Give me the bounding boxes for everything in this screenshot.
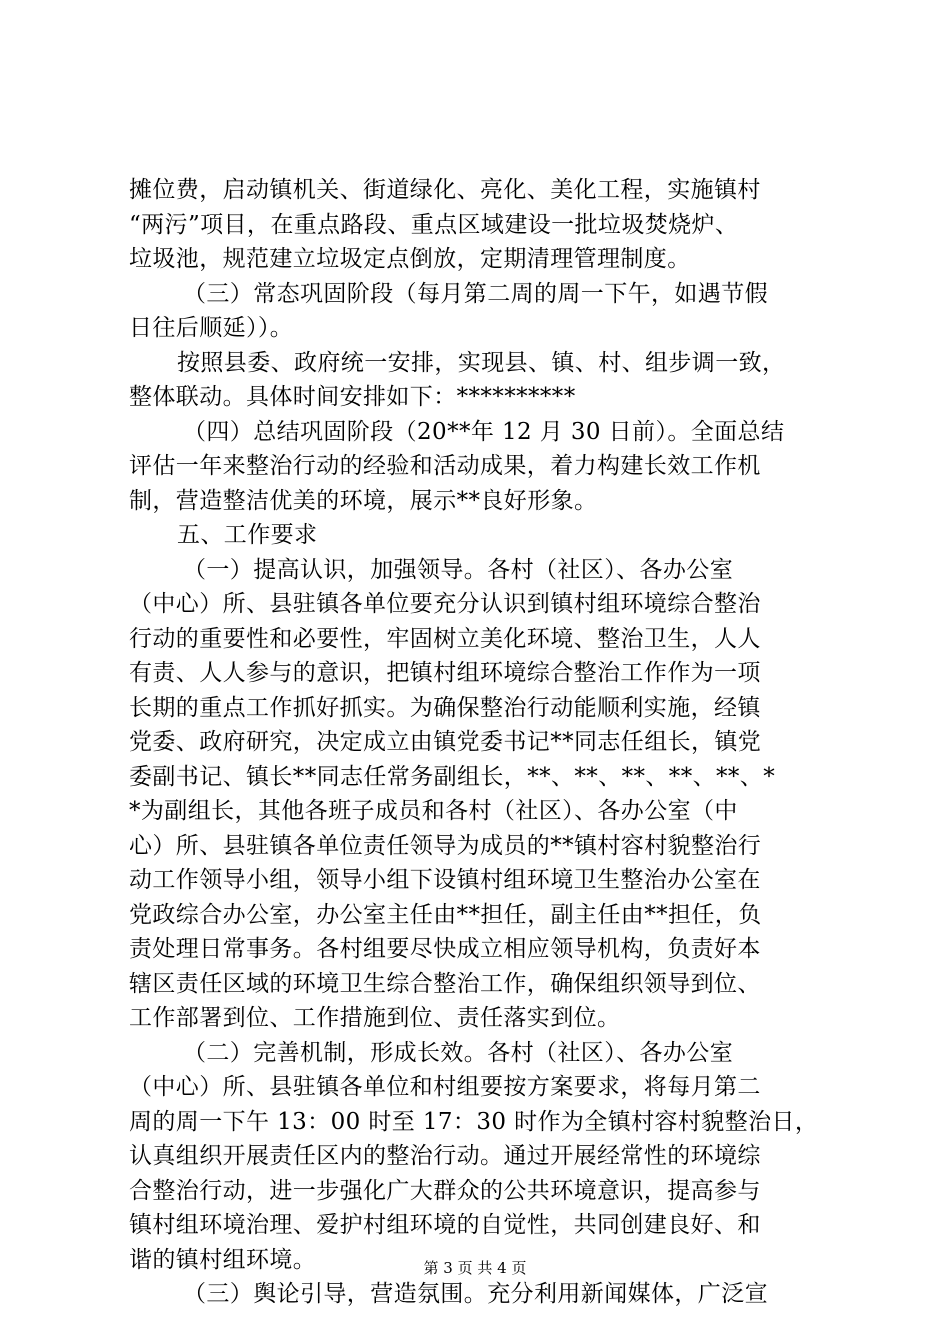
text-line: （三）舆论引导，营造氛围。充分利用新闻媒体，广泛宣 bbox=[183, 1281, 768, 1307]
text-line: 有责、人人参与的意识，把镇村组环境综合整治工作作为一项 bbox=[129, 660, 761, 686]
text-line: 评估一年来整治行动的经验和活动成果，着力构建长效工作机 bbox=[129, 453, 761, 479]
text-line: （中心）所、县驻镇各单位要充分认识到镇村组环境综合整治 bbox=[129, 591, 761, 617]
text-line: 周的周一下午 13：00 时至 17：30 时作为全镇村容村貌整治日， bbox=[129, 1108, 819, 1135]
text-line: 整体联动。具体时间安排如下：********** bbox=[129, 384, 576, 410]
text-line: 日往后顺延））。 bbox=[129, 315, 294, 341]
text-line: 五、工作要求 bbox=[177, 522, 318, 548]
text-line: （三）常态巩固阶段（每月第二周的周一下午，如遇节假 bbox=[183, 280, 768, 307]
text-line: 按照县委、政府统一安排，实现县、镇、村、组步调一致， bbox=[177, 349, 786, 376]
text-line: 垃圾池，规范建立垃圾定点倒放，定期清理管理制度。 bbox=[129, 246, 691, 272]
text-line: 党委、政府研究，决定成立由镇党委书记**同志任组长，镇党 bbox=[129, 729, 762, 755]
text-line: “两污”项目，在重点路段、重点区域建设一批垃圾焚烧炉、 bbox=[129, 211, 739, 238]
text-line: 认真组织开展责任区内的整治行动。通过开展经常性的环境综 bbox=[129, 1143, 761, 1169]
text-line: 合整治行动，进一步强化广大群众的公共环境意识，提高参与 bbox=[129, 1177, 761, 1204]
text-line: 行动的重要性和必要性，牢固树立美化环境、整治卫生，人人 bbox=[129, 625, 761, 652]
text-line: 长期的重点工作抓好抓实。为确保整治行动能顺利实施，经镇 bbox=[129, 694, 761, 721]
text-line: （中心）所、县驻镇各单位和村组要按方案要求，将每月第二 bbox=[129, 1074, 761, 1100]
text-line: 责处理日常事务。各村组要尽快成立相应领导机构，负责好本 bbox=[129, 936, 761, 962]
text-line: 谐的镇村组环境。 bbox=[129, 1246, 317, 1273]
text-line: 摊位费，启动镇机关、街道绿化、亮化、美化工程，实施镇村 bbox=[129, 177, 761, 203]
text-line: *为副组长，其他各班子成员和各村（社区）、各办公室（中 bbox=[129, 798, 738, 824]
text-line: 辖区责任区域的环境卫生综合整治工作，确保组织领导到位、 bbox=[129, 970, 761, 997]
text-line: （一）提高认识，加强领导。各村（社区）、各办公室 bbox=[183, 556, 734, 583]
text-line: 党政综合办公室，办公室主任由**担任，副主任由**担任，负 bbox=[129, 901, 762, 928]
text-line: 工作部署到位、工作措施到位、责任落实到位。 bbox=[129, 1005, 621, 1031]
text-line: （二）完善机制，形成长效。各村（社区）、各办公室 bbox=[183, 1039, 734, 1066]
text-line: 动工作领导小组，领导小组下设镇村组环境卫生整治办公室在 bbox=[129, 867, 761, 893]
document-body bbox=[129, 173, 841, 1312]
page-footer: 第 3 页 共 4 页 bbox=[423, 1259, 527, 1277]
text-line: 委副书记、镇长**同志任常务副组长，**、**、**、**、**、* bbox=[129, 763, 776, 790]
text-line: 制，营造整洁优美的环境，展示**良好形象。 bbox=[129, 487, 598, 514]
text-line: 心）所、县驻镇各单位责任领导为成员的**镇村容村貌整治行 bbox=[129, 832, 762, 859]
text-line: （四）总结巩固阶段（20**年 12 月 30 日前）。全面总结 bbox=[183, 418, 785, 445]
text-line: 镇村组环境治理、爱护村组环境的自觉性，共同创建良好、和 bbox=[129, 1212, 761, 1238]
